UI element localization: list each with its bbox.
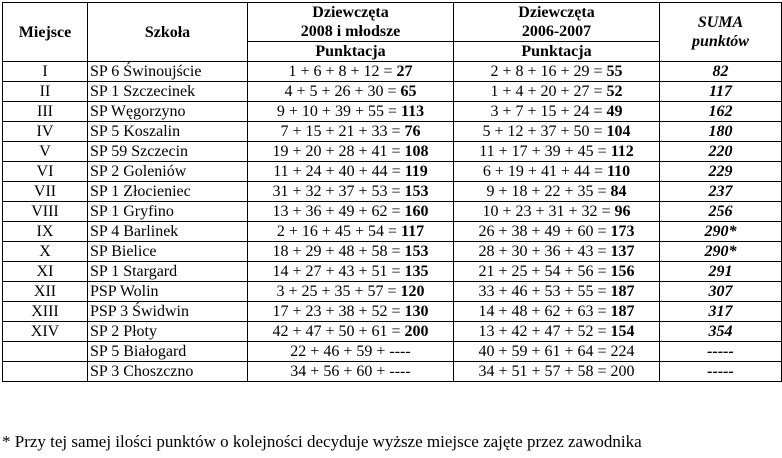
row-score-2006 [454, 102, 660, 122]
row-sum: 162 [660, 102, 782, 122]
header-group-2006-line1: Dziewczęta [518, 4, 595, 21]
table-row [3, 62, 782, 82]
row-score-2006-calc: 10 + 23 + 31 + 32 = [482, 203, 615, 220]
row-school: SP 6 Świnoujście [88, 62, 248, 82]
row-score-2006 [454, 82, 660, 102]
row-score-2006-total: 96 [614, 203, 631, 220]
row-score-2006-calc: 5 + 12 + 37 + 50 = [482, 123, 607, 140]
row-score-2006-calc: 34 + 51 + 57 + 58 = 200 [478, 363, 635, 380]
row-sum: 237 [660, 182, 782, 202]
table-row [3, 142, 782, 162]
row-score-2008 [248, 82, 454, 102]
header-group-2006 [454, 3, 660, 42]
row-place: VIII [3, 202, 88, 222]
row-score-2006-calc: 13 + 42 + 47 + 52 = [478, 323, 611, 340]
row-score-2006-total: 156 [610, 263, 635, 280]
row-score-2006-calc: 1 + 4 + 20 + 27 = [490, 83, 607, 100]
header-group-2008-line2: 2008 i młodsze [300, 23, 401, 40]
table-row [3, 162, 782, 182]
table-row [3, 202, 782, 222]
row-place: XI [3, 262, 88, 282]
row-sum: 290* [660, 242, 782, 262]
row-score-2006-total: 187 [610, 283, 635, 300]
row-score-2008-calc: 19 + 20 + 28 + 41 = [272, 143, 405, 160]
row-school: SP 2 Płoty [88, 322, 248, 342]
row-sum: ----- [660, 342, 782, 362]
row-sum: 291 [660, 262, 782, 282]
row-score-2006-calc: 26 + 38 + 49 + 60 = [478, 223, 611, 240]
row-score-2006 [454, 202, 660, 222]
row-place [3, 342, 88, 362]
row-sum: 229 [660, 162, 782, 182]
row-sum: 256 [660, 202, 782, 222]
row-place: VII [3, 182, 88, 202]
row-score-2008-total: 160 [404, 203, 429, 220]
row-score-2008-calc: 22 + 46 + 59 + ---- [290, 343, 411, 360]
row-score-2008-total: 65 [400, 83, 417, 100]
row-score-2008-total: 117 [400, 223, 425, 240]
row-place: V [3, 142, 88, 162]
row-score-2006 [454, 222, 660, 242]
row-score-2006-total: 84 [610, 183, 627, 200]
row-score-2006-calc: 3 + 7 + 15 + 24 = [490, 103, 607, 120]
row-score-2006 [454, 302, 660, 322]
row-school: SP 1 Złocieniec [88, 182, 248, 202]
row-score-2008 [248, 282, 454, 302]
row-score-2006-total: 173 [610, 223, 635, 240]
header-sum-line1: SUMA [697, 14, 744, 31]
row-score-2006-total: 110 [606, 163, 631, 180]
row-place: XII [3, 282, 88, 302]
header-sum [660, 3, 782, 62]
row-score-2008-calc: 7 + 15 + 21 + 33 = [280, 123, 405, 140]
row-school: SP 3 Choszczno [88, 362, 248, 382]
row-score-2006-total: 137 [610, 243, 635, 260]
row-score-2006-calc: 21 + 25 + 54 + 56 = [478, 263, 611, 280]
row-score-2006 [454, 322, 660, 342]
row-school: SP 1 Stargard [88, 262, 248, 282]
row-school: PSP 3 Świdwin [88, 302, 248, 322]
row-score-2008 [248, 202, 454, 222]
row-score-2008 [248, 362, 454, 382]
table-row [3, 82, 782, 102]
row-score-2008-calc: 2 + 16 + 45 + 54 = [276, 223, 401, 240]
row-score-2006-total: 112 [610, 143, 634, 160]
row-score-2008-total: 119 [404, 163, 428, 180]
row-score-2006-total: 52 [606, 83, 623, 100]
table-row [3, 122, 782, 142]
row-score-2006 [454, 362, 660, 382]
row-score-2008 [248, 322, 454, 342]
header-school: Szkoła [88, 3, 248, 62]
row-score-2008-calc: 14 + 27 + 43 + 51 = [272, 263, 405, 280]
row-place [3, 362, 88, 382]
row-score-2006-total: 154 [610, 323, 635, 340]
header-points-2008: Punktacja [248, 42, 454, 62]
row-place: I [3, 62, 88, 82]
row-score-2008 [248, 222, 454, 242]
row-score-2008-calc: 42 + 47 + 50 + 61 = [272, 323, 405, 340]
row-score-2006 [454, 242, 660, 262]
row-place: X [3, 242, 88, 262]
row-score-2008-calc: 34 + 56 + 60 + ---- [290, 363, 411, 380]
row-school: PSP Wolin [88, 282, 248, 302]
row-score-2006-calc: 2 + 8 + 16 + 29 = [490, 63, 607, 80]
row-score-2008-total: 120 [400, 283, 425, 300]
row-score-2008 [248, 302, 454, 322]
row-place: VI [3, 162, 88, 182]
row-sum: 82 [660, 62, 782, 82]
row-score-2008-calc: 3 + 25 + 35 + 57 = [276, 283, 401, 300]
row-score-2006-total: 104 [606, 123, 631, 140]
table-row [3, 182, 782, 202]
row-score-2006-calc: 6 + 19 + 41 + 44 = [482, 163, 607, 180]
row-score-2006 [454, 62, 660, 82]
row-score-2008-total: 200 [404, 323, 429, 340]
row-score-2006-total: 187 [610, 303, 635, 320]
table-row [3, 242, 782, 262]
header-group-2008-line1: Dziewczęta [312, 4, 389, 21]
row-score-2008 [248, 62, 454, 82]
table-row [3, 282, 782, 302]
row-sum: 307 [660, 282, 782, 302]
row-score-2008-total: 130 [404, 303, 429, 320]
row-school: SP 2 Goleniów [88, 162, 248, 182]
row-school: SP 1 Gryfino [88, 202, 248, 222]
row-place: XIV [3, 322, 88, 342]
row-sum: 354 [660, 322, 782, 342]
row-score-2008-calc: 17 + 23 + 38 + 52 = [272, 303, 405, 320]
row-score-2008-total: 153 [404, 183, 429, 200]
row-school: SP 5 Białogard [88, 342, 248, 362]
table-row [3, 362, 782, 382]
row-score-2006 [454, 142, 660, 162]
row-score-2006 [454, 182, 660, 202]
row-score-2006-total: 55 [606, 63, 623, 80]
row-score-2008-calc: 18 + 29 + 48 + 58 = [272, 243, 405, 260]
table-row [3, 262, 782, 282]
row-school: SP 4 Barlinek [88, 222, 248, 242]
table-row [3, 222, 782, 242]
row-score-2008 [248, 162, 454, 182]
results-table [2, 2, 782, 382]
row-score-2008-calc: 1 + 6 + 8 + 12 = [288, 63, 397, 80]
row-score-2006-total: 49 [606, 103, 623, 120]
table-row [3, 322, 782, 342]
row-place: IV [3, 122, 88, 142]
row-score-2008-total: 113 [400, 103, 425, 120]
row-place: IX [3, 222, 88, 242]
row-score-2008-total: 135 [404, 263, 429, 280]
row-place: III [3, 102, 88, 122]
row-place: XIII [3, 302, 88, 322]
row-score-2006-calc: 14 + 48 + 62 + 63 = [478, 303, 611, 320]
header-sum-line2: punktów [692, 33, 749, 50]
row-score-2008-total: 153 [404, 243, 429, 260]
row-score-2008 [248, 182, 454, 202]
row-score-2008 [248, 342, 454, 362]
row-score-2008 [248, 242, 454, 262]
row-score-2006-calc: 40 + 59 + 61 + 64 = 224 [478, 343, 635, 360]
row-score-2008-total: 27 [396, 63, 413, 80]
row-score-2008-calc: 31 + 32 + 37 + 53 = [272, 183, 405, 200]
footnote: * Przy tej samej ilości punktów o kolejności decyduje wyższe miejsce zajęte przez zawodnika [2, 432, 642, 451]
row-sum: 180 [660, 122, 782, 142]
row-sum: 317 [660, 302, 782, 322]
row-sum: 290* [660, 222, 782, 242]
row-school: SP 1 Szczecinek [88, 82, 248, 102]
row-score-2008-calc: 9 + 10 + 39 + 55 = [276, 103, 401, 120]
row-score-2006-calc: 33 + 46 + 53 + 55 = [478, 283, 611, 300]
row-sum: ----- [660, 362, 782, 382]
row-score-2006 [454, 342, 660, 362]
row-score-2008 [248, 262, 454, 282]
header-points-2006: Punktacja [454, 42, 660, 62]
row-score-2006 [454, 122, 660, 142]
row-sum: 220 [660, 142, 782, 162]
row-score-2006 [454, 282, 660, 302]
row-place: II [3, 82, 88, 102]
row-sum: 117 [660, 82, 782, 102]
row-score-2006-calc: 28 + 30 + 36 + 43 = [478, 243, 611, 260]
row-score-2008-calc: 11 + 24 + 40 + 44 = [273, 163, 405, 180]
row-score-2008 [248, 102, 454, 122]
row-school: SP 59 Szczecin [88, 142, 248, 162]
header-group-2008 [248, 3, 454, 42]
row-score-2006-calc: 11 + 17 + 39 + 45 = [479, 143, 611, 160]
row-score-2008-calc: 4 + 5 + 26 + 30 = [284, 83, 401, 100]
row-school: SP Bielice [88, 242, 248, 262]
row-score-2008-calc: 13 + 36 + 49 + 62 = [272, 203, 405, 220]
row-score-2008-total: 108 [404, 143, 429, 160]
row-score-2008-total: 76 [404, 123, 421, 140]
table-row [3, 302, 782, 322]
row-school: SP Węgorzyno [88, 102, 248, 122]
row-score-2008 [248, 142, 454, 162]
row-score-2006 [454, 262, 660, 282]
header-group-2006-line2: 2006-2007 [521, 23, 592, 40]
row-score-2006-calc: 9 + 18 + 22 + 35 = [486, 183, 611, 200]
row-score-2008 [248, 122, 454, 142]
table-row [3, 342, 782, 362]
header-place: Miejsce [3, 3, 88, 62]
table-row [3, 102, 782, 122]
row-school: SP 5 Koszalin [88, 122, 248, 142]
row-score-2006 [454, 162, 660, 182]
